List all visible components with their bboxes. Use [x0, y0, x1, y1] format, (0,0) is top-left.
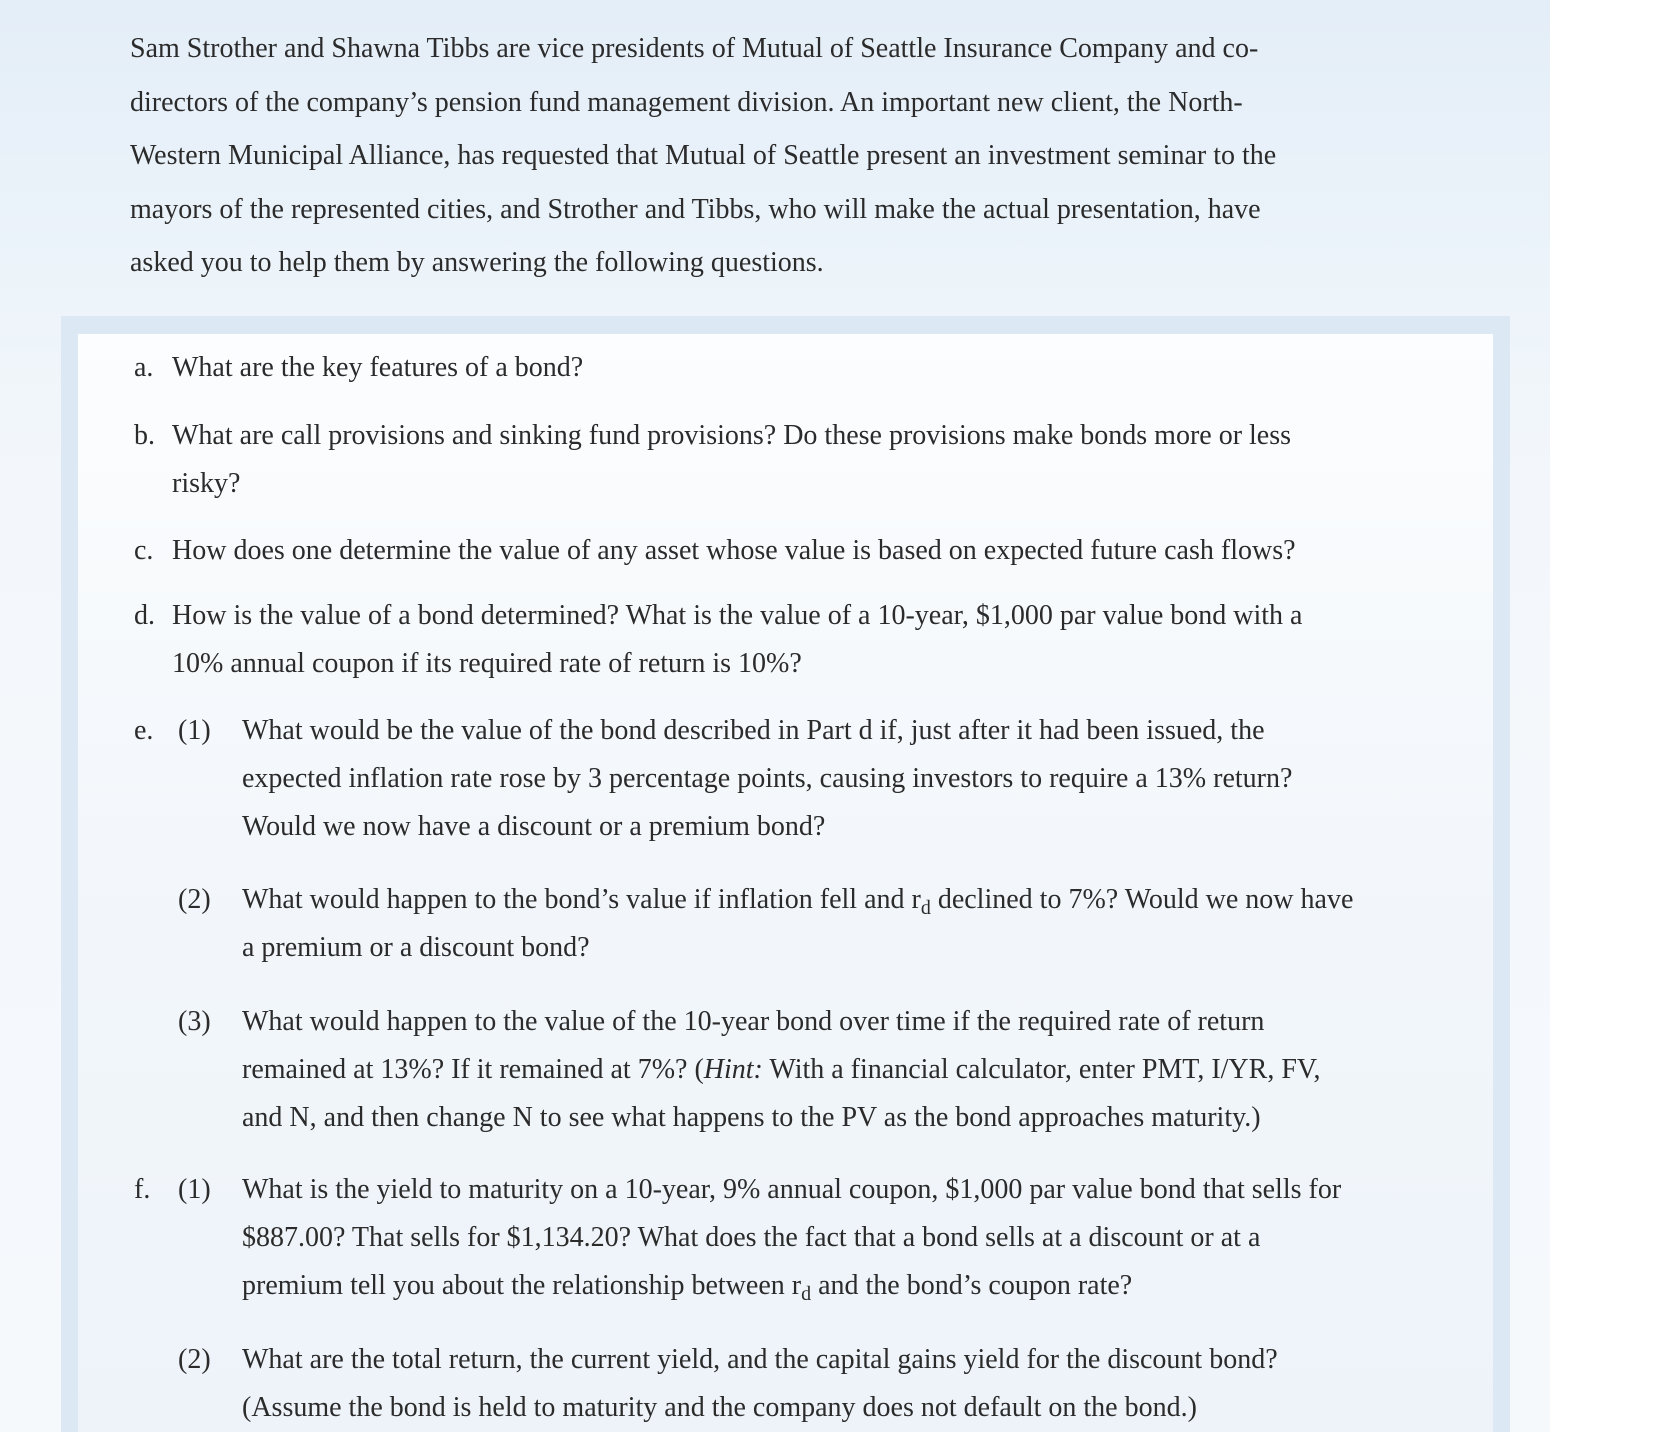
rd-subscript: d	[920, 897, 931, 919]
intro-line: Western Municipal Alliance, has requested that Mutual of Seattle present an investment seminar to the	[130, 140, 1277, 171]
text-segment: remained at 13%? If it remained at 7%? (	[242, 1054, 704, 1085]
intro-line: directors of the company’s pension fund management division. An important new client, the North-	[130, 86, 1243, 118]
subpart-text	[242, 876, 1353, 924]
text-segment: and the bond’s coupon rate?	[811, 1270, 1133, 1301]
subpart-text: What would be the value of the bond described in Part d if, just after it had been issued, the	[242, 715, 1265, 746]
subpart-text: What is the yield to maturity on a 10-year, 9% annual coupon, $1,000 par value bond that sells for	[242, 1174, 1342, 1205]
question-letter: c.	[134, 535, 154, 566]
subpart-number: (2)	[178, 884, 211, 915]
subpart-number: (1)	[178, 1174, 211, 1205]
subpart-text: and N, and then change N to see what happens to the PV as the bond approaches maturity.)	[242, 1102, 1261, 1133]
question-text: What are the key features of a bond?	[172, 352, 584, 383]
intro-line: mayors of the represented cities, and Strother and Tibbs, who will make the actual presentation, have	[130, 193, 1261, 225]
subpart-number: (1)	[178, 715, 211, 746]
question-text: What are call provisions and sinking fund provisions? Do these provisions make bonds more or less	[172, 420, 1292, 451]
text-segment: With a financial calculator, enter PMT, I/YR, FV,	[762, 1054, 1321, 1085]
subpart-number: (3)	[178, 1006, 211, 1037]
question-letter: e.	[134, 715, 154, 746]
intro-line: Sam Strother and Shawna Tibbs are vice presidents of Mutual of Seattle Insurance Company and co-	[130, 33, 1259, 64]
question-text: How is the value of a bond determined? What is the value of a 10-year, $1,000 par value bond with a	[172, 600, 1303, 631]
subpart-text: $887.00? That sells for $1,134.20? What does the fact that a bond sells at a discount or at a	[242, 1222, 1261, 1253]
question-text: 10% annual coupon if its required rate of return is 10%?	[172, 648, 802, 679]
question-text: How does one determine the value of any asset whose value is based on expected future cash flows?	[172, 535, 1296, 566]
intro-paragraph	[130, 22, 1420, 290]
question-letter: d.	[134, 600, 155, 631]
subpart-text: What would happen to the value of the 10-year bond over time if the required rate of return	[242, 1006, 1265, 1037]
rd-symbol: r	[911, 884, 921, 915]
question-text: risky?	[172, 468, 241, 499]
subpart-text	[242, 1262, 1341, 1310]
intro-line: asked you to help them by answering the following questions.	[130, 247, 824, 278]
subpart-text: a premium or a discount bond?	[242, 932, 590, 963]
text-segment: premium tell you about the relationship between	[242, 1270, 792, 1301]
subpart-text	[242, 1046, 1321, 1094]
question-letter: b.	[134, 420, 155, 451]
subpart-number: (2)	[178, 1344, 211, 1375]
rd-symbol: r	[791, 1270, 802, 1301]
hint-label: Hint:	[703, 1054, 763, 1085]
subpart-text: (Assume the bond is held to maturity and the company does not default on the bond.)	[242, 1392, 1197, 1423]
question-letter: f.	[134, 1174, 151, 1205]
rd-subscript: d	[801, 1283, 812, 1305]
text-segment: What would happen to the bond’s value if inflation fell and	[242, 884, 912, 915]
subpart-text: What are the total return, the current yield, and the capital gains yield for the discount bond?	[242, 1344, 1278, 1375]
subpart-text: expected inflation rate rose by 3 percentage points, causing investors to require a 13% return?	[242, 763, 1293, 794]
question-letter: a.	[134, 352, 154, 383]
subpart-text: Would we now have a discount or a premium bond?	[242, 811, 826, 842]
text-segment: declined to 7%? Would we now have	[930, 884, 1354, 915]
